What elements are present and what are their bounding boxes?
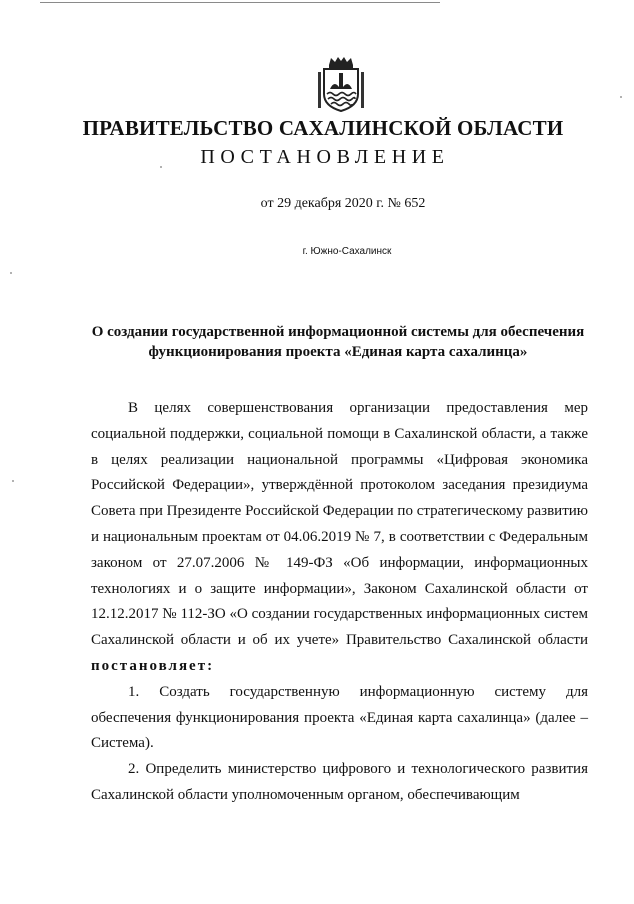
sakhalin-coat-of-arms-icon (316, 56, 366, 112)
scan-speck (10, 272, 12, 274)
preamble-text: В целях совершенствования организации предоставления мер социальной поддержки, социальной помощи в Сахалинской области, а также в целях реализации национальной программы «Цифровая экономика Российской Федерации», утверждённой протоколом заседания президиума Совета при Президенте Российской Федерации по стратегическому развитию и национальным проектам от 04.06.2019 № 7, в соответствии с Федеральным законом от 27.07.2006 № 149-ФЗ «Об информации, информационных технологиях и о защите информации», Законом Сахалинской области от 12.12.2017 № 112-ЗО «О создании государственных информационных систем Сахалинской области и об их учете» Правительство Сахалинской области (91, 400, 588, 649)
document-city: г. Южно-Сахалинск (302, 246, 392, 257)
resolves-punct: : (207, 657, 215, 674)
scan-speck (620, 96, 622, 98)
item-1-paragraph: 1. Создать государственную информационную систему для обеспечения функционирования проекта «Единая карта сахалинца» (далее – Система). (91, 683, 588, 752)
document-subject (82, 322, 594, 362)
document-date-number: от 29 декабря 2020 г. № 652 (260, 196, 426, 211)
document-body (91, 396, 588, 809)
subject-line-2: функционирования проекта «Единая карта сахалинца» (148, 344, 528, 360)
scan-edge-line (40, 2, 440, 3)
preamble-paragraph (91, 396, 588, 680)
subject-line-1: О создании государственной информационной системы для обеспечения (91, 324, 585, 340)
resolves-word: постановляет (91, 657, 208, 674)
document-type: ПОСТАНОВЛЕНИЕ (200, 146, 450, 168)
item-2-paragraph: 2. Определить министерство цифрового и технологического развития Сахалинской области уполномоченным органом, обеспечивающим (91, 761, 588, 803)
scan-speck (160, 166, 162, 168)
scan-speck (12, 480, 14, 482)
government-name: ПРАВИТЕЛЬСТВО САХАЛИНСКОЙ ОБЛАСТИ (82, 116, 564, 140)
